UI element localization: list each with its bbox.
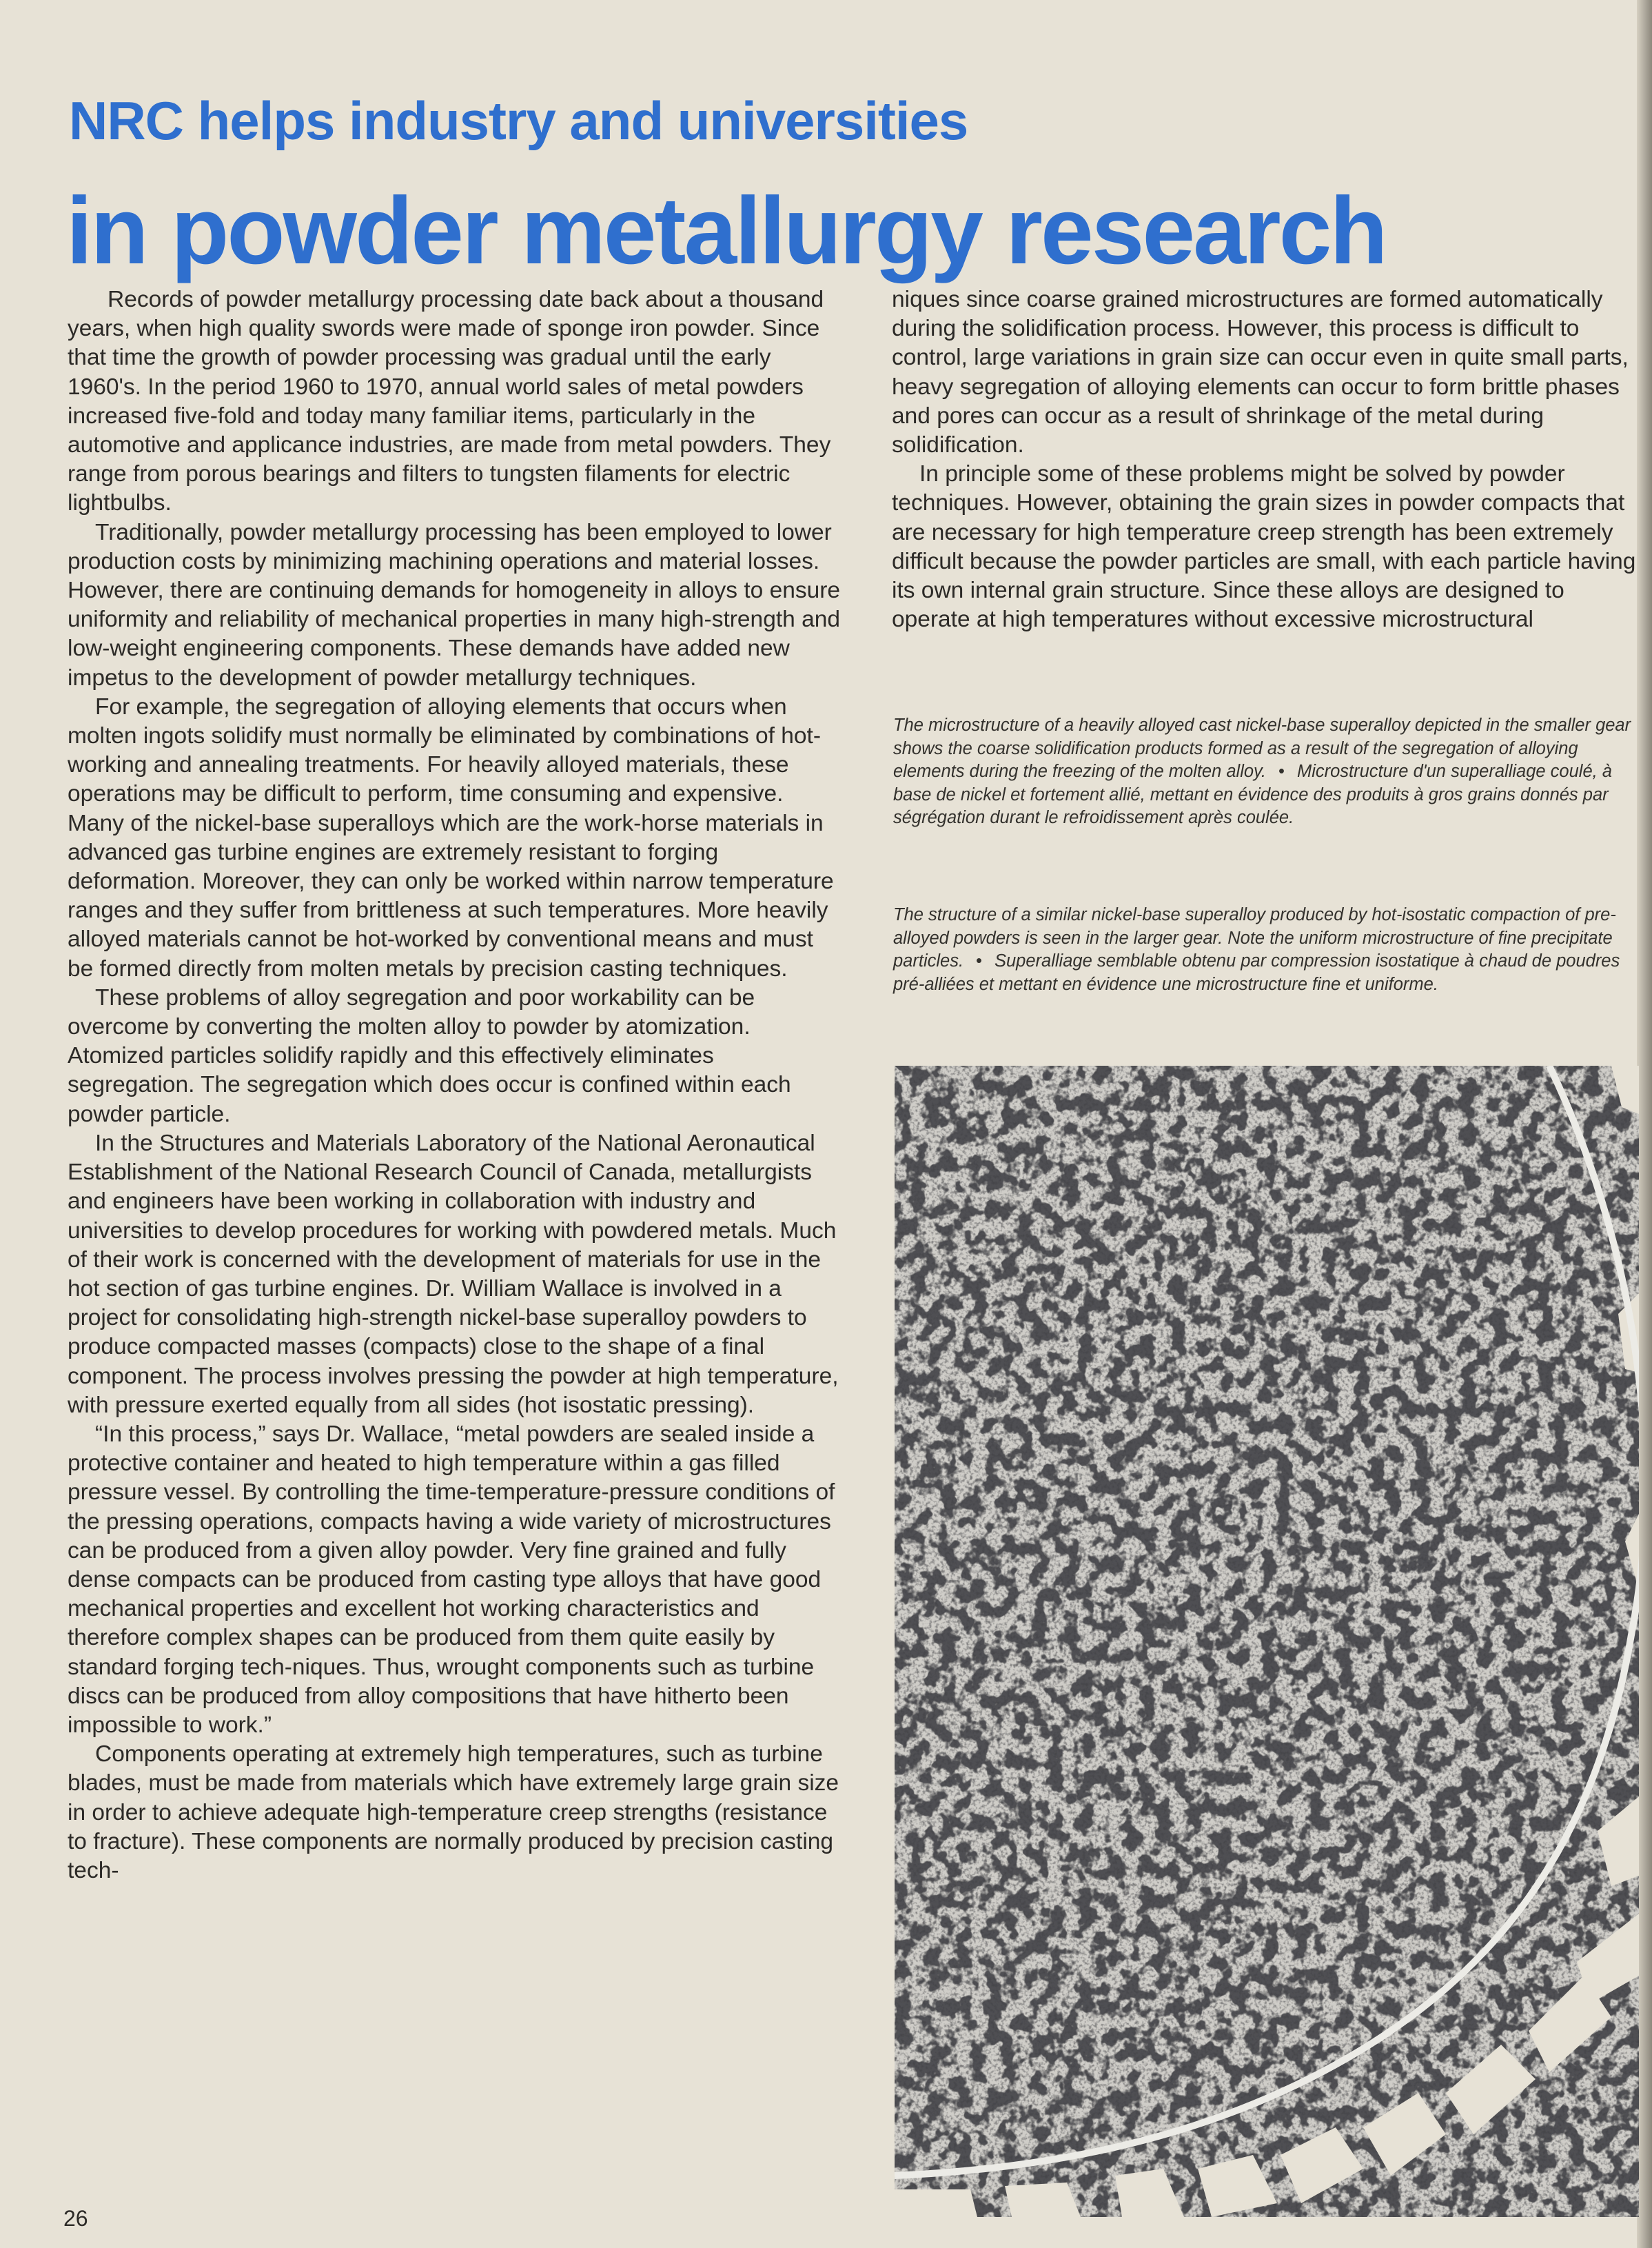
headline-line-2: in powder metallurgy research [66,178,1386,285]
article-right-column [892,285,1643,634]
caption-french: Superalliage semblable obtenu par compression isostatique à chaud de poudres pré-alliées et mettant en évidence une microstructure fine et uniforme. [893,951,1620,994]
caption-separator: • [1278,762,1285,781]
page-number: 26 [63,2206,88,2231]
paragraph: In principle some of these problems might be solved by powder techniques. However, obtaining the grain sizes in powder compacts that are necessary for high temperature creep strength has been extremely difficult because the powder particles are small, with each particle having its own internal grain structure. Since these alloys are designed to operate at high temperatures without excessive microstructural [892,461,1636,633]
caption-english: The structure of a similar nickel-base superalloy produced by hot-isostatic compaction of pre-alloyed powders is seen in the larger gear. Note the uniform microstructure of fine precipitate particles. [893,905,1616,971]
figure-caption-1 [893,714,1644,830]
paragraph: In the Structures and Materials Laboratory of the National Aeronautical Establishment of the National Research Council of Canada, metallurgists and engineers have been working in collaboration with industry and universities to develop procedures for working with powdered metals. Much of their work is concerned with the development of materials for use in the hot section of gas turbine engines. Dr. William Wallace is involved in a project for consolidating high-strength nickel-base superalloy powders to produce compacted masses (compacts) close to the shape of a final component. The process involves pressing the powder at high temperature, with pressure exerted equally from all sides (hot isostatic pressing). [68,1130,839,1418]
figure-caption-2 [893,904,1644,996]
paragraph: Records of powder metallurgy processing date back about a thousand years, when high quality swords were made of sponge iron powder. Since that time the growth of powder processing was gradual until the early 1960's. In the period 1960 to 1970, annual world sales of metal powders increased five-fold and today many familiar items, particularly in the automotive and applicance industries, are made from metal powders. They range from porous bearings and filters to tungsten filaments for electric lightbulbs. [68,287,831,516]
caption-french: Microstructure d'un superalliage coulé, à base de nickel et fortement allié, mettant en évidence des produits à gros grains donnés par ségrégation durant le refroidissement après coulée. [893,762,1612,827]
paragraph: “In this process,” says Dr. Wallace, “metal powders are sealed inside a protective container and heated to high temperature within a gas filled pressure vessel. By controlling the time-temperature-pressure conditions of the pressing operations, compacts having a wide variety of microstructures can be produced from a given alloy powder. Very fine grained and fully dense compacts can be produced from casting type alloys that have good mechanical properties and excellent hot working characteristics and therefore complex shapes can be produced from them quite easily by standard forging tech-niques. Thus, wrought components such as turbine discs can be produced from alloy compositions that have hitherto been impossible to work.” [68,1421,835,1738]
paragraph: These problems of alloy segregation and poor workability can be overcome by converting the molten alloy to powder by atomization. Atomized particles solidify rapidly and this effectively eliminates segregation. The segregation which does occur is confined within each powder particle. [68,984,791,1127]
paragraph: Traditionally, powder metallurgy processing has been employed to lower production costs by minimizing machining operations and material losses. However, there are continuing demands for homogeneity in alloys to ensure uniformity and reliability of mechanical properties in many high-strength and low-weight engineering components. These demands have added new impetus to the development of powder metallurgy techniques. [68,519,841,691]
caption-english: The microstructure of a heavily alloyed cast nickel-base superalloy depicted in the smaller gear shows the coarse solidification products formed as a result of the segregation of alloying elements during the freezing of the molten alloy. [893,716,1631,781]
paragraph: niques since coarse grained microstructures are formed automatically during the solidification process. However, this process is difficult to control, large variations in grain size can occur even in quite small parts, heavy segregation of alloying elements can occur to form brittle phases and pores can occur as a result of shrinkage of the metal during solidification. [892,287,1629,458]
microstructure-gear-image [895,1066,1639,2217]
paragraph: For example, the segregation of alloying elements that occurs when molten ingots solidify must normally be eliminated by combinations of hot-working and annealing treatments. For heavily alloyed materials, these operations may be difficult to perform, time consuming and expensive. Many of the nickel-base superalloys which are the work-horse materials in advanced gas turbine engines are extremely resistant to forging deformation. Moreover, they can only be worked within narrow temperature ranges and they suffer from brittleness at such temperatures. More heavily alloyed materials cannot be hot-worked by conventional means and must be formed directly from molten metals by precision casting techniques. [68,693,834,982]
article-left-column [68,285,841,1885]
microstructure-gear-photo [895,1066,1639,2217]
headline-line-1: NRC helps industry and universities [69,90,968,152]
caption-separator: • [976,951,982,971]
paragraph: Components operating at extremely high temperatures, such as turbine blades, must be made from materials which have extremely large grain size in order to achieve adequate high-temperature creep strengths (resistance to fracture). These components are normally produced by precision casting tech- [68,1741,839,1883]
